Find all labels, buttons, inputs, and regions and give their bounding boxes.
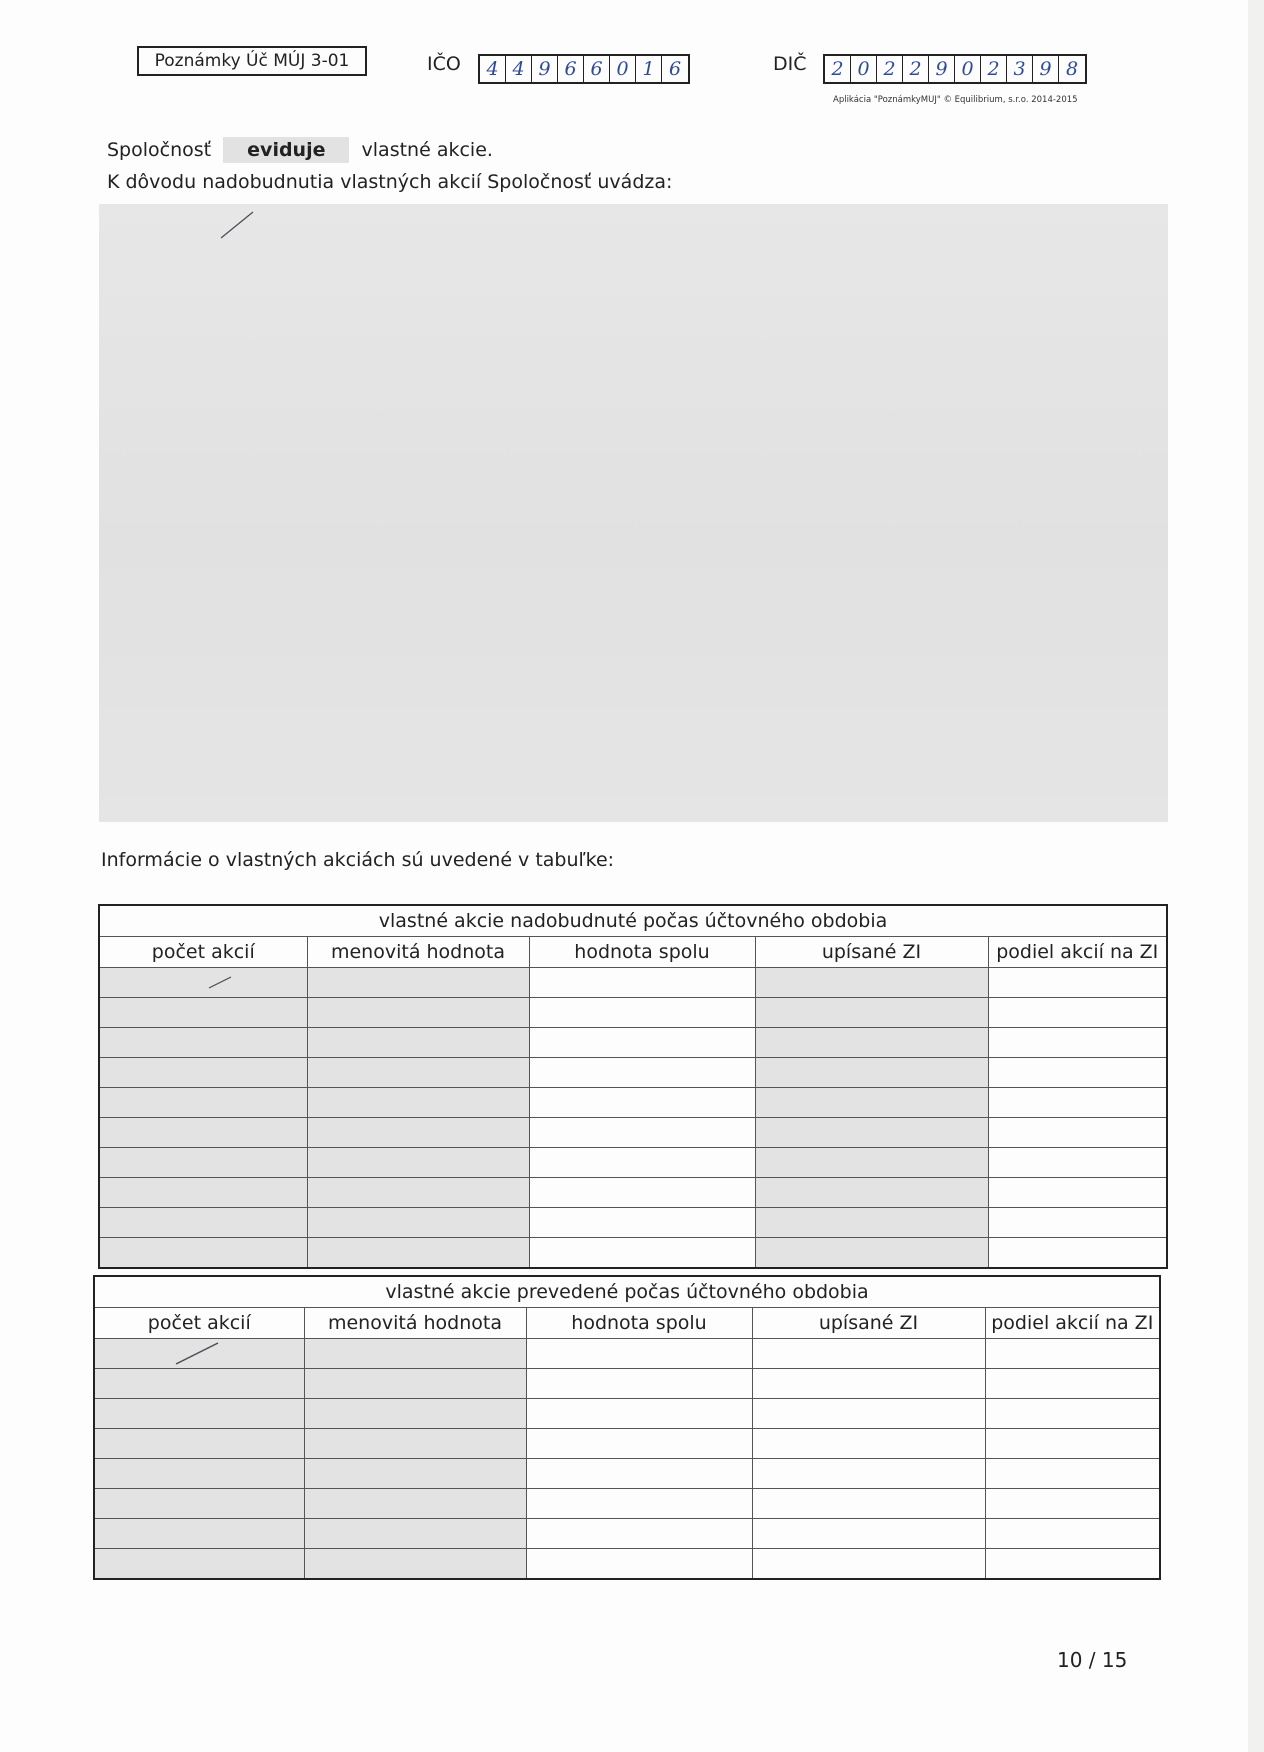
col-header-share: podiel akcií na ZI [988,937,1167,968]
table-cell [755,1028,988,1058]
ico-digit-boxes [478,54,690,84]
table-cell [529,1028,755,1058]
digit-box: 1 [636,56,662,82]
table-cell [526,1519,752,1549]
table-cell [755,1088,988,1118]
col-header-count: počet akcií [99,937,307,968]
table-cell [752,1549,985,1580]
dash-mark-icon [205,972,235,992]
table-cell [529,968,755,998]
table-cell [94,1519,304,1549]
digit-box: 4 [480,56,506,82]
table-cell [988,1088,1167,1118]
table-cell [304,1339,526,1369]
digit-box: 9 [1033,56,1059,82]
table-cell [304,1519,526,1549]
table-cell [526,1459,752,1489]
table-cell [985,1489,1160,1519]
table-cell [529,1118,755,1148]
table-row [99,1178,1167,1208]
table-cell [99,998,307,1028]
table-row [99,1058,1167,1088]
table-cell [304,1459,526,1489]
own-shares-statement [107,137,493,163]
table-cell [94,1399,304,1429]
table-cell [755,1238,988,1269]
table-row [94,1519,1160,1549]
table-row [99,1238,1167,1269]
table-row [99,1088,1167,1118]
table-cell [988,1028,1167,1058]
table-cell [99,968,307,998]
table-cell [755,1058,988,1088]
table-cell [988,1058,1167,1088]
col-header-subscribed: upísané ZI [755,937,988,968]
table-cell [529,1238,755,1269]
document-code: Poznámky Úč MÚJ 3-01 [137,46,367,76]
table-cell [752,1429,985,1459]
table-cell [307,1088,529,1118]
dic-digit-boxes [823,54,1087,84]
table-cell [307,968,529,998]
table-cell [304,1489,526,1519]
table-cell [304,1549,526,1580]
col-header-share: podiel akcií na ZI [985,1308,1160,1339]
table-cell [94,1549,304,1580]
table-cell [755,998,988,1028]
table-cell [307,1148,529,1178]
table-cell [99,1148,307,1178]
table-cell [304,1399,526,1429]
table-cell [526,1489,752,1519]
col-header-total: hodnota spolu [529,937,755,968]
status-value: eviduje [223,137,349,163]
table-cell [526,1339,752,1369]
table-cell [99,1178,307,1208]
digit-box: 2 [825,56,851,82]
table-cell [307,1178,529,1208]
table-cell [985,1339,1160,1369]
table-cell [988,1238,1167,1269]
digit-box: 6 [668,58,682,80]
acquired-table-title: vlastné akcie nadobudnuté počas účtovného obdobia [99,905,1167,937]
table-row [99,1148,1167,1178]
table-cell [988,998,1167,1028]
table-cell [529,1058,755,1088]
table-cell [752,1519,985,1549]
digit-box: 2 [877,56,903,82]
table-cell [752,1369,985,1399]
table-row [94,1459,1160,1489]
col-header-total: hodnota spolu [526,1308,752,1339]
table-cell [99,1118,307,1148]
table-cell [94,1429,304,1459]
table-cell [988,1208,1167,1238]
digit-box: 0 [610,56,636,82]
table-row [94,1549,1160,1580]
page-edge [1248,0,1264,1752]
table-cell [307,1028,529,1058]
digit-box: 8 [1065,58,1079,80]
table-row [94,1429,1160,1459]
table-cell [526,1549,752,1580]
transferred-shares-table [93,1275,1161,1580]
table-cell [307,1118,529,1148]
table-cell [752,1339,985,1369]
table-cell [529,1088,755,1118]
digit-box: 2 [981,56,1007,82]
table-cell [985,1549,1160,1580]
table-cell [985,1399,1160,1429]
table-row [99,998,1167,1028]
table-cell [304,1369,526,1399]
statement-suffix: vlastné akcie. [361,139,493,161]
table-row [99,1118,1167,1148]
table-cell [99,1058,307,1088]
digit-box: 9 [929,56,955,82]
page-number: 10 / 15 [1057,1648,1128,1672]
digit-box: 0 [955,56,981,82]
table-cell [529,1148,755,1178]
dic-label: DIČ [773,53,807,75]
acquisition-reason-field [99,204,1168,822]
dash-mark-icon [217,208,257,242]
acquired-shares-table [98,904,1168,1269]
application-note: Aplikácia "PoznámkyMUJ" © Equilibrium, s.r.o. 2014-2015 [833,95,1078,105]
table-cell [304,1429,526,1459]
table-cell [755,968,988,998]
table-cell [526,1399,752,1429]
col-header-nominal: menovitá hodnota [304,1308,526,1339]
table-cell [988,968,1167,998]
table-cell [529,1178,755,1208]
digit-box: 4 [506,56,532,82]
col-header-nominal: menovitá hodnota [307,937,529,968]
table-cell [755,1208,988,1238]
table-cell [752,1489,985,1519]
table-row [99,1028,1167,1058]
table-cell [752,1459,985,1489]
transferred-table-title: vlastné akcie prevedené počas účtovného obdobia [94,1276,1160,1308]
digit-box: 9 [532,56,558,82]
table-cell [307,1238,529,1269]
digit-box: 6 [558,56,584,82]
digit-box: 3 [1007,56,1033,82]
digit-box: 2 [903,56,929,82]
table-cell [985,1369,1160,1399]
table-cell [307,1058,529,1088]
table-row [94,1489,1160,1519]
table-cell [755,1148,988,1178]
table-cell [988,1148,1167,1178]
table-cell [529,998,755,1028]
table-cell [526,1429,752,1459]
table-cell [94,1369,304,1399]
table-cell [94,1459,304,1489]
digit-box: 0 [851,56,877,82]
col-header-count: počet akcií [94,1308,304,1339]
table-row [99,968,1167,998]
dash-mark-icon [172,1338,224,1368]
table-cell [988,1178,1167,1208]
table-cell [307,998,529,1028]
table-cell [529,1208,755,1238]
table-cell [755,1178,988,1208]
table-cell [985,1459,1160,1489]
table-cell [752,1399,985,1429]
table-row [99,1208,1167,1238]
statement-prefix: Spoločnosť [107,139,212,161]
col-header-subscribed: upísané ZI [752,1308,985,1339]
acquisition-reason-label: K dôvodu nadobudnutia vlastných akcií Spoločnosť uvádza: [107,171,673,193]
table-cell [985,1519,1160,1549]
table-cell [985,1429,1160,1459]
table-cell [94,1489,304,1519]
table-cell [307,1208,529,1238]
table-cell [526,1369,752,1399]
table-intro: Informácie o vlastných akciách sú uvedené v tabuľke: [101,849,615,871]
digit-box: 6 [584,56,610,82]
table-row [94,1339,1160,1369]
ico-label: IČO [427,53,461,75]
table-cell [99,1088,307,1118]
table-cell [99,1208,307,1238]
table-cell [755,1118,988,1148]
table-row [94,1399,1160,1429]
table-cell [99,1238,307,1269]
table-cell [988,1118,1167,1148]
table-cell [99,1028,307,1058]
table-row [94,1369,1160,1399]
